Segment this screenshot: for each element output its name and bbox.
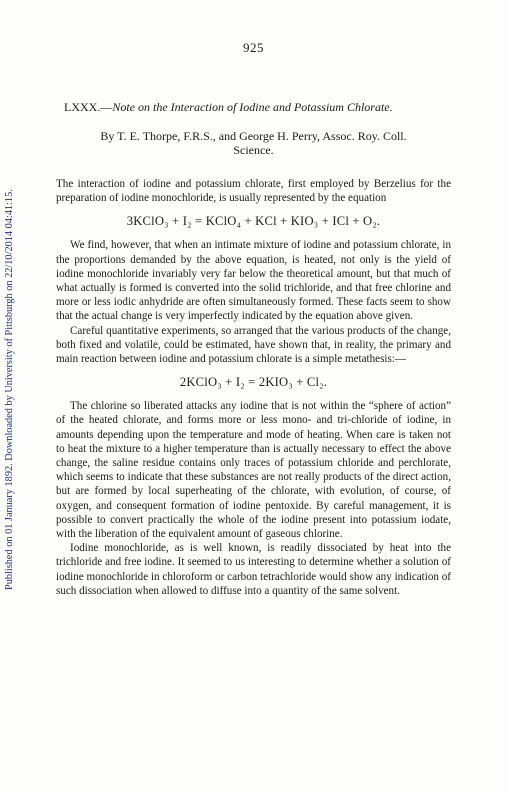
paragraph-4: The chlorine so liberated attacks any iodine that is not within the “sphere of action” of the heated chlorate, and forms more or less mono- and tri-chloride of iodine, in amounts depending upon the temperature and mode of heating. When care is taken not to heat the mixture to a higher temperature than is actually necessary to effect the above change, the saline residue contains only traces of potassium chloride and perchlorate, which seems to indicate that these substances are not really products of the direct action, but are formed by local superheating of the chlorate, with evolution, of course, of oxygen, and consequent formation of iodine pentoxide. By careful management, it is possible to convert practically the whole of the iodine present into potassium iodate, with the liberation of the equivalent amount of gaseous chlorine. bbox=[56, 400, 451, 541]
byline-line-2: Science. bbox=[233, 143, 274, 157]
article-title-text: Note on the Interaction of Iodine and Potassium Chlorate. bbox=[112, 100, 393, 114]
byline-line-1: By T. E. Thorpe, F.R.S., and George H. Perry, Assoc. Roy. Coll. bbox=[100, 129, 407, 143]
paragraph-3: Careful quantitative experiments, so arranged that the various products of the change, both fixed and volatile, could be estimated, have shown that, in reality, the primary and main reaction between iodine and potassium chlorate is a simple metathesis:— bbox=[56, 324, 451, 366]
equation-1: 3KClO₃ + I₂ = KClO₄ + KCl + KIO₃ + ICl + O₂. bbox=[126, 214, 381, 229]
download-notice: Published on 01 January 1892. Downloaded by University of Pittsburgh on 22/10/2014 04:41:15. bbox=[4, 189, 15, 591]
author-byline bbox=[56, 129, 451, 157]
paragraph-2: We find, however, that when an intimate mixture of iodine and potassium chlorate, in the proportions demanded by the above equation, is heated, not only is the yield of iodine monochloride invariably very far below the theoretical amount, but that much of what actually is formed is converted into the solid trichloride, and that free chlorine and more or less iodic anhydride are often simultaneously formed. These facts seem to show that the actual change is very imperfectly indicated by the equation above given. bbox=[56, 239, 451, 323]
article-title-prefix: LXXX.— bbox=[64, 100, 113, 114]
page-number: 925 bbox=[243, 40, 264, 55]
paper-page bbox=[56, 40, 451, 598]
paragraph-1: The interaction of iodine and potassium chlorate, first employed by Berzelius for the preparation of iodine monochloride, is usually represented by the equation bbox=[56, 178, 451, 205]
article-title bbox=[56, 100, 451, 115]
paragraph-5: Iodine monochloride, as is well known, is readily dissociated by heat into the trichloride and free iodine. It seemed to us interesting to determine whether a solution of iodine monochloride in chloroform or carbon tetrachloride would show any indication of such dissociation when allowed to diffuse into a quantity of the same solvent. bbox=[56, 542, 451, 597]
equation-2: 2KClO₃ + I₂ = 2KIO₃ + Cl₂. bbox=[179, 375, 328, 390]
